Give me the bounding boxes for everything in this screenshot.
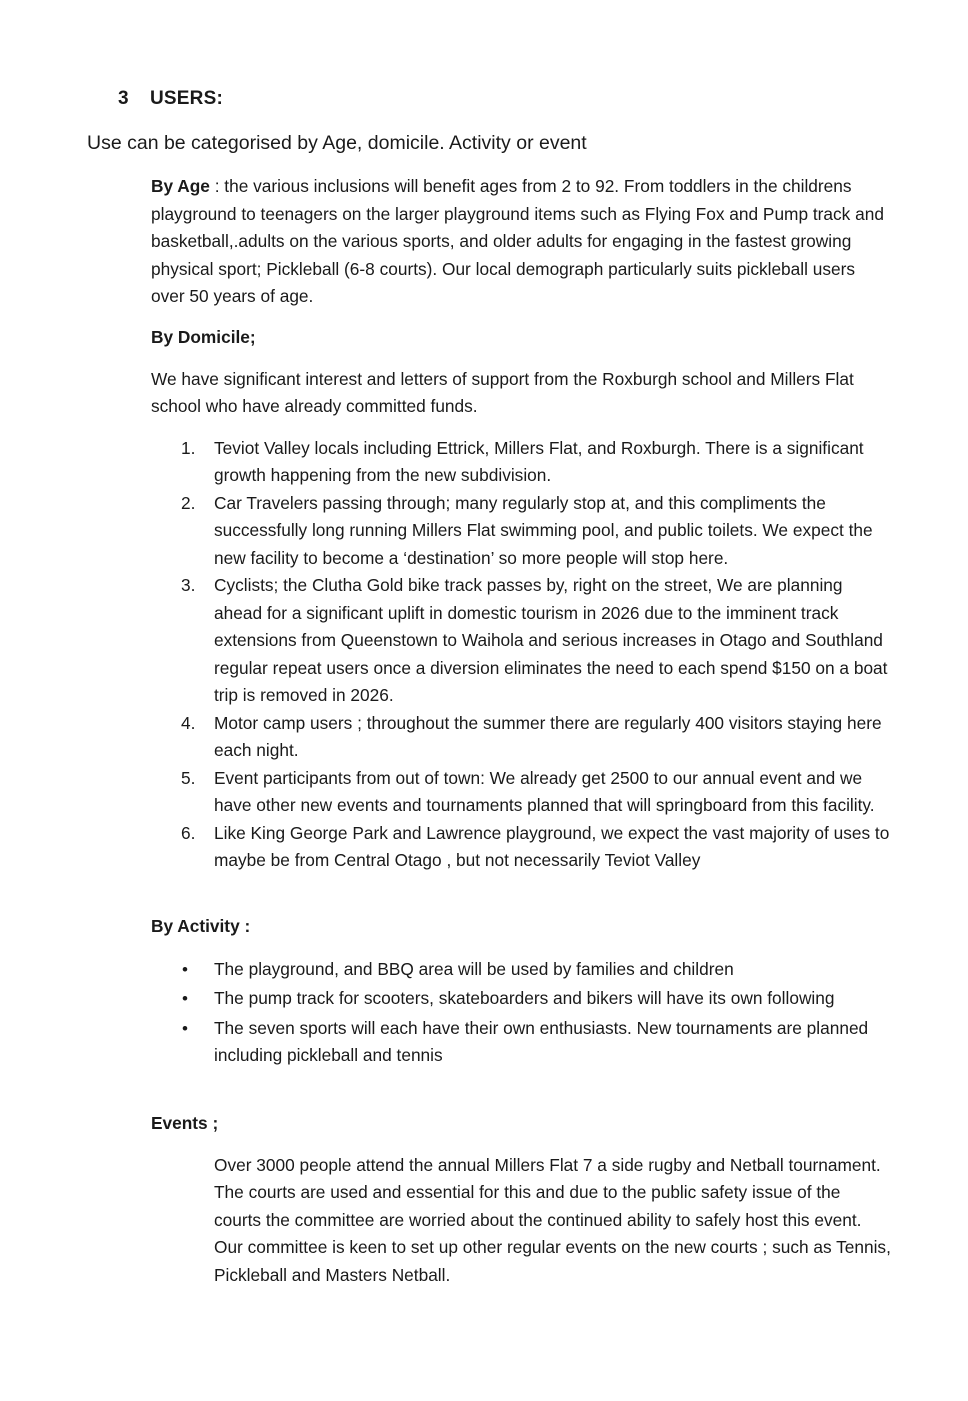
list-item-text: Cyclists; the Clutha Gold bike track passes by, right on the street, We are planning ahead for a significant uplift in domestic tourism in 2026 due to the imminent track extensions from Queenstown to Waihola and serious increases in Otago and Southland regular repeat users once a diversion eliminates the need to each spend $150 on a boat trip is removed in 2026. — [214, 575, 888, 705]
bullet-icon: • — [182, 959, 188, 979]
list-item-text: The seven sports will each have their own enthusiasts. New tournaments are planned including pickleball and tennis — [214, 1017, 869, 1065]
list-item — [151, 490, 891, 573]
bullet-icon: • — [182, 1018, 188, 1038]
events-text: Over 3000 people attend the annual Millers Flat 7 a side rugby and Netball tournament. The courts are used and essential for this and due to the public safety issue of the courts the committee are worried about the continued ability to safely host this event. Our committee is keen to set up other regular events on the new courts ; such as Tennis, Pickleball and Masters Netball. — [214, 1154, 891, 1285]
by-domicile-section — [151, 324, 891, 875]
list-number: 1. — [181, 437, 196, 458]
list-item — [151, 1015, 891, 1070]
by-activity-section — [151, 913, 891, 1070]
list-item-text: The playground, and BBQ area will be used by families and children — [214, 958, 734, 979]
bullet-icon: • — [182, 989, 188, 1008]
list-number: 6. — [181, 822, 196, 843]
domicile-list — [151, 435, 891, 875]
list-item — [151, 765, 891, 820]
list-item — [151, 572, 891, 710]
activity-list — [151, 956, 891, 1070]
events-label: Events ; — [151, 1113, 219, 1133]
list-item-text: Event participants from out of town: We already get 2500 to our annual event and we have other new events and tournaments planned that will springboard from this facility. — [214, 767, 875, 815]
by-age-label: By Age — [151, 176, 210, 196]
list-item-text: Like King George Park and Lawrence playground, we expect the vast majority of uses to maybe be from Central Otago , but not necessarily Teviot Valley — [214, 822, 890, 870]
list-item-text: Motor camp users ; throughout the summer there are regularly 400 visitors staying here each night. — [214, 712, 882, 760]
list-item — [151, 710, 891, 765]
section-heading — [118, 88, 223, 110]
list-item-text: Teviot Valley locals including Ettrick, Millers Flat, and Roxburgh. There is a significant growth happening from the new subdivision. — [214, 437, 864, 485]
by-age-section — [151, 173, 891, 311]
list-number: 2. — [181, 492, 196, 513]
list-item — [151, 985, 891, 1013]
list-number: 5. — [181, 767, 196, 788]
list-item-text: Car Travelers passing through; many regularly stop at, and this compliments the successfully long running Millers Flat swimming pool, and public toilets. We expect the new facility to become a ‘destination’ so more people will stop here. — [214, 492, 873, 568]
list-item-text: The pump track for scooters, skateboarders and bikers will have its own following — [214, 988, 835, 1008]
list-item — [151, 820, 891, 875]
section-number: 3 — [118, 88, 129, 109]
intro-text: Use can be categorised by Age, domicile. Activity or event — [87, 132, 587, 154]
list-item — [151, 435, 891, 490]
by-domicile-label: By Domicile; — [151, 327, 256, 347]
by-domicile-text: We have significant interest and letters of support from the Roxburgh school and Millers Flat school who have already committed funds. — [151, 368, 854, 416]
by-age-text: : the various inclusions will benefit ages from 2 to 92. From toddlers in the childrens playground to teenagers on the larger playground items such as Flying Fox and Pump track and basketball,.adults on the various sports, and older adults for engaging in the fastest growing physical sport; Pickleball (6-8 courts). Our local demograph particularly suits pickleball users over 50 years of age. — [151, 176, 884, 306]
list-item — [151, 956, 891, 984]
section-title: USERS: — [150, 88, 223, 109]
events-section — [151, 1110, 891, 1289]
by-activity-label: By Activity : — [151, 916, 251, 936]
list-number: 4. — [181, 712, 196, 733]
list-number: 3. — [181, 575, 196, 595]
